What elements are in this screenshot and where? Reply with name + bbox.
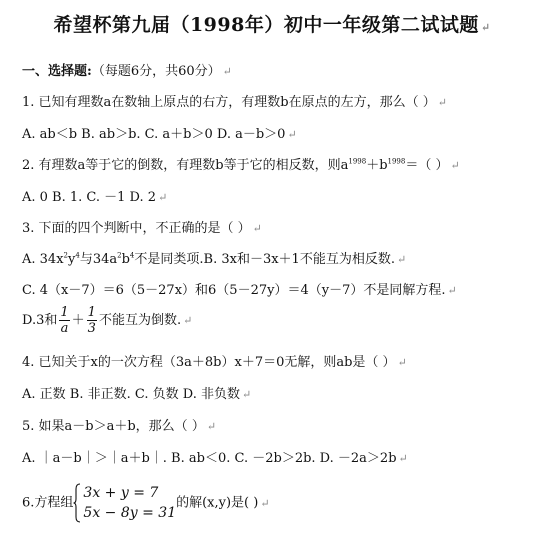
q2-exponent-2: 1998	[387, 157, 406, 166]
question-5-stem	[22, 419, 216, 435]
return-mark: ↵	[287, 128, 297, 141]
return-mark: ↵	[437, 96, 447, 109]
q3-optA-part: b	[121, 252, 130, 267]
q5-stem-text: 5. 如果a－b＞a＋b，那么（ ）	[22, 419, 205, 434]
q3-optA-part: A. 34x	[22, 252, 64, 267]
return-mark: ↵	[222, 65, 232, 78]
q3-optA-exp: 2	[63, 251, 68, 260]
left-brace-icon	[73, 483, 81, 523]
fraction-numerator: 1	[87, 305, 96, 320]
equation-2: 5x − 8y = 31	[83, 505, 177, 521]
question-3-option-ab	[22, 252, 406, 268]
q2-exponent-1: 1998	[348, 157, 367, 166]
section-note: （每题6分，共60分）	[91, 64, 221, 79]
section-heading	[22, 64, 232, 80]
q3-optD-suffix: 不能互为倒数.	[98, 313, 182, 328]
q2-stem-suffix: ＝（ ）	[405, 158, 449, 173]
q6-prefix: 6.方程组	[22, 495, 74, 511]
section-head: 一、选择题:	[22, 64, 92, 79]
return-mark: ↵	[398, 452, 408, 465]
question-4-stem	[22, 355, 407, 371]
q4-options-text: A. 正数 B. 非正数. C. 负数 D. 非负数	[22, 387, 240, 402]
q3-optA-part: y	[68, 252, 76, 267]
return-mark: ↵	[183, 314, 193, 327]
return-mark: ↵	[450, 159, 460, 172]
q3-optC-text: C. 4（x－7）＝6（5－27x）和6（5－27y）＝4（y－7）不是同解方程.	[22, 283, 446, 298]
return-mark: ↵	[206, 420, 217, 433]
title-text: 希望杯第九届（1998年）初中一年级第二试试题	[53, 14, 479, 36]
return-mark: ↵	[252, 222, 262, 235]
q3-optA-exp: 4	[129, 251, 135, 260]
return-mark: ↵	[241, 388, 252, 401]
question-3-option-d	[22, 305, 192, 336]
q3-optD-prefix: D.3和	[22, 313, 58, 328]
q1-stem-text: 1. 已知有理数a在数轴上原点的右方，有理数b在原点的左方，那么（ ）	[22, 95, 436, 110]
question-2-stem	[22, 158, 460, 174]
equation-system	[73, 483, 176, 523]
q3-optA-part: 不是同类项.B. 3x和－3x＋1不能互为相反数.	[134, 252, 395, 267]
question-3-stem	[22, 221, 262, 237]
q3-optA-exp: 4	[75, 251, 80, 260]
return-mark: ↵	[396, 253, 407, 266]
fraction-1-over-3	[87, 305, 97, 336]
return-mark: ↵	[260, 496, 270, 510]
q2-stem-prefix: 2. 有理数a等于它的倒数，有理数b等于它的相反数，则a	[22, 158, 349, 173]
fraction-denominator: 3	[87, 321, 96, 336]
q5-options-text: A. ｜a－b｜＞｜a＋b｜. B. ab＜0. C. －2b＞2b. D. －2a＞2b	[22, 451, 397, 466]
q6-suffix: 的解(x,y)是( )	[176, 495, 259, 511]
question-1-stem	[22, 95, 447, 111]
return-mark: ↵	[158, 191, 168, 204]
question-3-option-c	[22, 283, 457, 299]
fraction-denominator: a	[60, 321, 69, 336]
return-mark: ↵	[480, 21, 491, 34]
q1-options-text: A. ab＜b B. ab＞b. C. a＋b＞0 D. a－b＞0	[22, 127, 286, 142]
question-4-options	[22, 387, 251, 403]
return-mark: ↵	[447, 284, 457, 297]
q3-optA-part: 与34a	[79, 252, 118, 267]
return-mark: ↵	[397, 356, 407, 369]
question-6-stem	[22, 483, 270, 523]
q4-stem-text: 4. 已知关于x的一次方程（3a＋8b）x＋7＝0无解，则ab是（ ）	[22, 355, 396, 370]
equation-1: 3x + y = 7	[83, 485, 159, 501]
q2-stem-mid: ＋b	[366, 158, 388, 173]
page-title	[0, 10, 544, 37]
question-1-options	[22, 127, 297, 143]
q2-options-text: A. 0 B. 1. C. －1 D. 2	[22, 190, 157, 205]
q3-optA-exp: 2	[117, 251, 122, 260]
question-2-options	[22, 190, 167, 206]
q3-stem-text: 3. 下面的四个判断中，不正确的是（ ）	[22, 221, 251, 236]
plus-sign: ＋	[71, 313, 85, 328]
fraction-numerator: 1	[60, 305, 69, 320]
fraction-1-over-a	[59, 305, 69, 336]
question-5-options	[22, 451, 408, 467]
